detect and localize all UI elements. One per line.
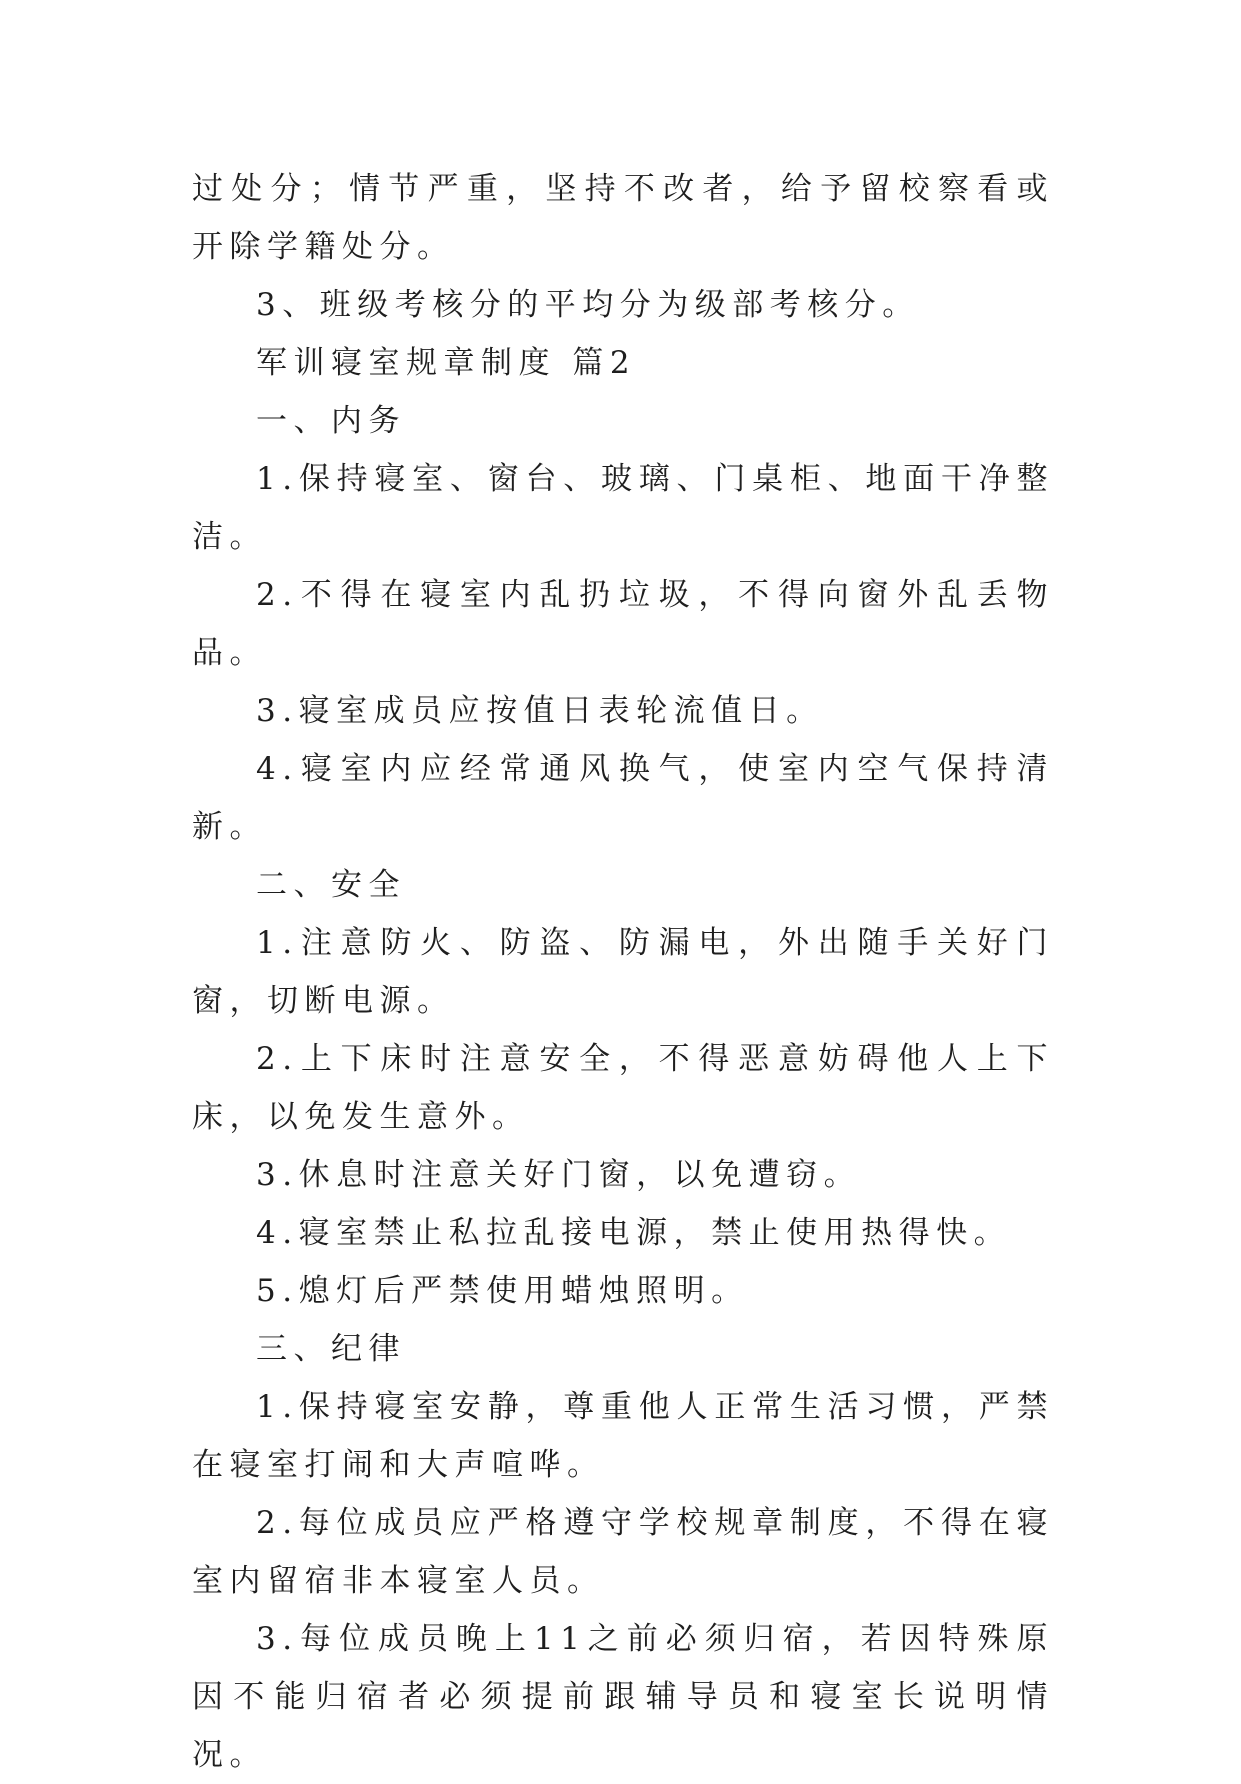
heading-anquan: 二、安全 [256, 867, 406, 903]
paragraph: 3、班级考核分的平均分为级部考核分。 [256, 287, 920, 323]
list-item: 2.上下床时注意安全，不得恶意妨碍他人上下床，以免发生意外。 [192, 1041, 1054, 1135]
list-item: 1.保持寝室、窗台、玻璃、门桌柜、地面干净整洁。 [192, 461, 1054, 555]
list-item: 4.寝室内应经常通风换气，使室内空气保持清新。 [192, 751, 1054, 845]
list-item: 3.寝室成员应按值日表轮流值日。 [256, 693, 824, 729]
list-item: 3.休息时注意关好门窗，以免遭窃。 [256, 1157, 862, 1193]
heading-neiwu: 一、内务 [256, 403, 406, 439]
list-item: 3.每位成员晚上11之前必须归宿，若因特殊原因不能归宿者必须提前跟辅导员和寝室长说明情况。 [192, 1621, 1054, 1773]
paragraph: 过处分；情节严重，坚持不改者，给予留校察看或开除学籍处分。 [192, 171, 1054, 265]
section-title: 军训寝室规章制度 篇2 [256, 345, 637, 381]
list-item: 1.保持寝室安静，尊重他人正常生活习惯，严禁在寝室打闹和大声喧哗。 [192, 1389, 1054, 1483]
list-item: 2.不得在寝室内乱扔垃圾，不得向窗外乱丢物品。 [192, 577, 1054, 671]
document-page [192, 160, 1054, 1784]
list-item: 2.每位成员应严格遵守学校规章制度，不得在寝室内留宿非本寝室人员。 [192, 1505, 1054, 1599]
list-item: 5.熄灯后严禁使用蜡烛照明。 [256, 1273, 749, 1309]
heading-jilv: 三、纪律 [256, 1331, 406, 1367]
list-item: 1.注意防火、防盗、防漏电，外出随手关好门窗，切断电源。 [192, 925, 1054, 1019]
list-item: 4.寝室禁止私拉乱接电源，禁止使用热得快。 [256, 1215, 1012, 1251]
